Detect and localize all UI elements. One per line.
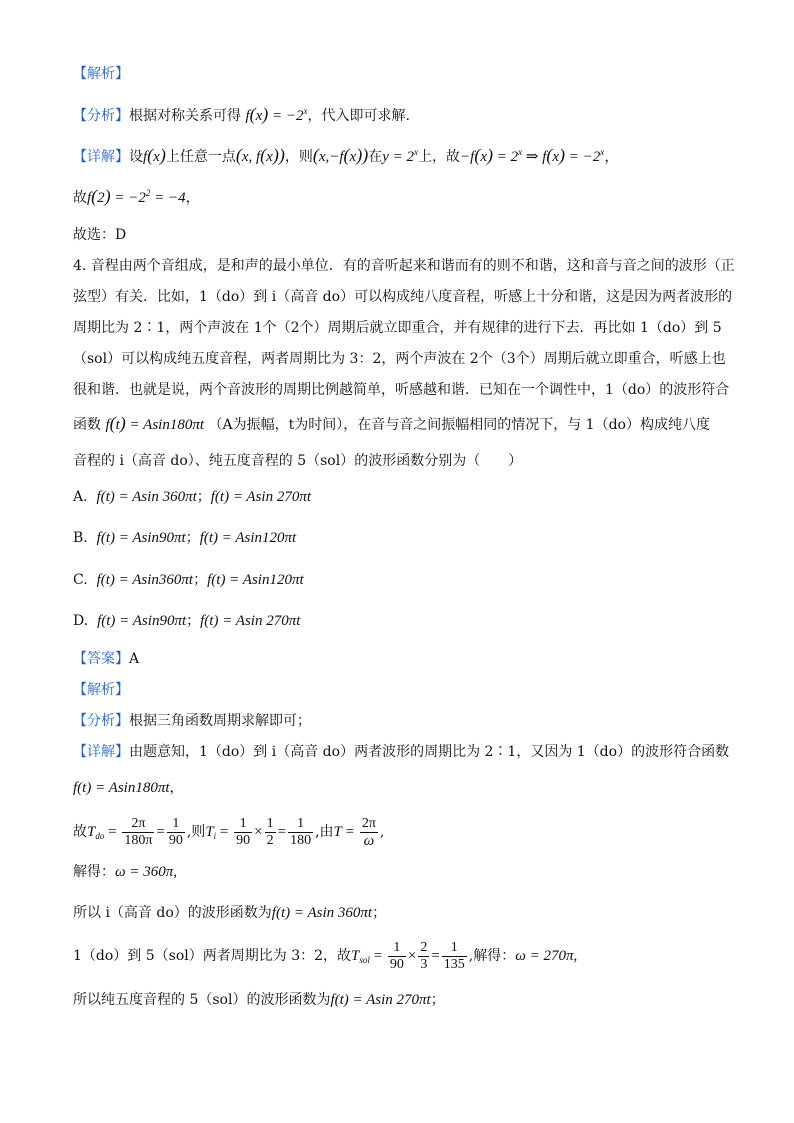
q4-detail-line bbox=[73, 742, 729, 762]
option-label: C. bbox=[73, 572, 88, 588]
fraction: $\frac{1}{90}$ bbox=[389, 939, 404, 972]
q4-solve1-line bbox=[73, 862, 177, 882]
sol-text: 1（do）到 5（sol）两者周期比为 3：2，故 bbox=[73, 948, 352, 964]
q4-stem-line bbox=[73, 413, 710, 435]
option-separator: ； bbox=[193, 572, 208, 588]
detail-text: 在 bbox=[368, 149, 383, 165]
fraction: $\frac{1}{90}$ bbox=[168, 815, 183, 848]
q4-sol-line: 1（do）到 5（sol）两者周期比为 3：2，故$T_{sol}$ = $\frac{1}{90}$ × $\frac{2}{3}$ = $\frac{1}{135}$ ,解得：ω = 270π, bbox=[73, 939, 578, 972]
option-formula: f(t) = Asin120πt bbox=[207, 572, 304, 588]
option-b[interactable] bbox=[73, 528, 296, 548]
formula-t-sol: $T_{sol}$ bbox=[351, 948, 370, 965]
formula-curve: $y = 2^x$ bbox=[382, 147, 419, 165]
analysis-tail: ，代入即可求解. bbox=[307, 108, 410, 124]
step-text: 故 bbox=[73, 824, 87, 840]
fraction: $\frac{1}{2}$ bbox=[266, 815, 274, 848]
option-formula: f(t) = Asin 360πt bbox=[96, 489, 197, 505]
formula-t-do: $T_{do}$ bbox=[87, 824, 105, 841]
result-text: ； bbox=[430, 992, 445, 1008]
result-text: 所以 i（高音 do）的波形函数为 bbox=[73, 905, 272, 921]
option-label: D. bbox=[73, 613, 89, 629]
detail-text: ， bbox=[185, 190, 200, 206]
q3-analysis-line bbox=[73, 104, 410, 126]
option-formula: f(t) = Asin120πt bbox=[199, 530, 297, 546]
answer-tag: 【答案】 bbox=[73, 651, 129, 667]
q4-stem-line: 很和谐．也就是说，两个音波形的周期比例越简单，听感越和谐．已知在一个调性中，1（do）的波形符合 bbox=[73, 382, 730, 398]
option-formula: f(t) = Asin360πt bbox=[96, 572, 194, 588]
detail-text: ，则 bbox=[284, 149, 313, 165]
sol-text: ,解得： bbox=[468, 948, 516, 964]
q4-period-line: 故$T_{do}$ = $\frac{2\pi}{180\pi}$ = $\frac{1}{90}$ ,则$T_i$ = $\frac{1}{90}$ × $\frac{1}{2}$ = $\frac{1}{180}$ ,由T = $\frac{2\pi}{\omega}$ , bbox=[73, 815, 385, 849]
option-d[interactable] bbox=[73, 611, 300, 631]
fraction: $\frac{1}{135}$ bbox=[443, 939, 465, 972]
q4-detail-formula bbox=[73, 778, 184, 798]
detail-text: 故 bbox=[73, 190, 87, 206]
answer-value: A bbox=[129, 651, 140, 667]
analysis-heading: 【解析】 bbox=[73, 682, 129, 698]
q4-stem-line: 音程的 i（高音 do）、纯五度音程的 5（sol）的波形函数分别为（ ） bbox=[73, 453, 523, 469]
solve-value: ω = 360π, bbox=[115, 864, 177, 880]
detail-text: 由题意知，1（do）到 i（高音 do）两者波形的周期比为 2∶1，又因为 1（do）的波形符合函数 bbox=[129, 744, 730, 760]
analysis-text: 根据三角函数周期求解即可； bbox=[129, 713, 311, 729]
option-a[interactable] bbox=[73, 487, 311, 507]
option-c[interactable] bbox=[73, 570, 304, 590]
fraction: $\frac{1}{180}$ bbox=[290, 815, 312, 848]
detail-tag: 【详解】 bbox=[73, 149, 129, 165]
analysis-text: 根据对称关系可得 bbox=[129, 108, 241, 124]
stem-text: （A为振幅，t为时间），在音与音之间振幅相同的情况下，与 1（do）构成纯八度 bbox=[208, 417, 710, 433]
solve-label: 解得： bbox=[73, 864, 115, 880]
result-text: ； bbox=[372, 905, 387, 921]
detail-text: ， bbox=[169, 780, 184, 796]
q4-result1-line bbox=[73, 903, 386, 923]
q3-analysis-formula: $f(x) = -2^x$ bbox=[245, 104, 308, 124]
formula-fx: f(x) bbox=[143, 145, 166, 165]
detail-text: 上任意一点 bbox=[165, 149, 236, 165]
option-label: A. bbox=[73, 489, 88, 505]
fraction: $\frac{2\pi}{\omega}$ bbox=[361, 815, 376, 849]
fraction: $\frac{1}{90}$ bbox=[236, 815, 251, 848]
result-formula: f(t) = Asin 360πt bbox=[271, 905, 373, 921]
q4-result2-line bbox=[73, 990, 445, 1010]
formula-t-i: $T_i$ bbox=[205, 824, 217, 841]
q4-stem-line: （sol）可以构成纯五度音程，两者周期比为 3：2，两个声波在 2个（3个）周期后就立即重合，听感上也 bbox=[73, 351, 726, 367]
formula-derivation: $-f(x) = 2^x$ ⇒ $f(x) = -2^x$ bbox=[460, 145, 605, 165]
analysis-tag: 【分析】 bbox=[73, 713, 129, 729]
solve-value: ω = 270π, bbox=[515, 948, 578, 964]
analysis-tag: 【分析】 bbox=[73, 108, 129, 124]
option-separator: ； bbox=[186, 613, 201, 629]
formula-point: (x, f(x)) bbox=[235, 145, 285, 165]
step-text: ,则 bbox=[186, 824, 206, 840]
q4-stem-line: 周期比为 2∶1，两个声波在 1个（2个）周期后就立即重合，并有规律的进行下去．再比如 1（do）到 5 bbox=[73, 320, 722, 336]
fraction: $\frac{2\pi}{180\pi}$ bbox=[124, 815, 153, 848]
formula-t: T bbox=[333, 824, 342, 840]
option-formula: f(t) = Asin90πt bbox=[96, 530, 186, 546]
option-separator: ； bbox=[185, 530, 200, 546]
q4-given-function: f(t) = Asin180πt bbox=[105, 413, 205, 433]
detail-tag: 【详解】 bbox=[73, 744, 129, 760]
q4-analysis-line bbox=[73, 711, 311, 731]
q3-choice: 故选：D bbox=[73, 227, 127, 243]
detail-text: 上，故 bbox=[418, 149, 461, 165]
q3-detail-line: 【详解】设f(x)上任意一点(x, f(x))，则(x,−f(x))在$y = 2^x$上，故$-f(x) = 2^x$ ⇒ $f(x) = -2^x$， bbox=[73, 145, 620, 165]
formula-f2: $f(2) = -2^2 = -4$ bbox=[87, 186, 186, 206]
option-formula: f(t) = Asin 270πt bbox=[210, 489, 312, 505]
step-text: , bbox=[379, 824, 385, 840]
option-separator: ； bbox=[196, 489, 211, 505]
analysis-heading: 【解析】 bbox=[73, 66, 129, 82]
option-formula: f(t) = Asin90πt bbox=[97, 613, 187, 629]
result-formula: f(t) = Asin 270πt bbox=[330, 992, 431, 1008]
q4-stem-line: 弦型）有关．比如，1（do）到 i（高音 do）可以构成纯八度音程，听感上十分和谐，这是因为两者波形的 bbox=[73, 289, 733, 305]
q3-result-line bbox=[73, 186, 200, 208]
result-text: 所以纯五度音程的 5（sol）的波形函数为 bbox=[73, 992, 331, 1008]
q4-stem-line: 4. 音程由两个音组成，是和声的最小单位．有的音听起来和谐而有的则不和谐，这和音与音之间的波形（正 bbox=[73, 258, 735, 274]
fraction: $\frac{2}{3}$ bbox=[420, 939, 428, 972]
formula-sym-point: (x,−f(x)) bbox=[312, 145, 369, 165]
stem-text: 函数 bbox=[73, 417, 101, 433]
detail-text: 设 bbox=[129, 149, 143, 165]
q4-answer bbox=[73, 649, 139, 669]
detail-formula: f(t) = Asin180πt bbox=[73, 780, 170, 796]
step-text: ,由 bbox=[315, 824, 334, 840]
option-formula: f(t) = Asin 270πt bbox=[200, 613, 301, 629]
option-label: B. bbox=[73, 530, 88, 546]
